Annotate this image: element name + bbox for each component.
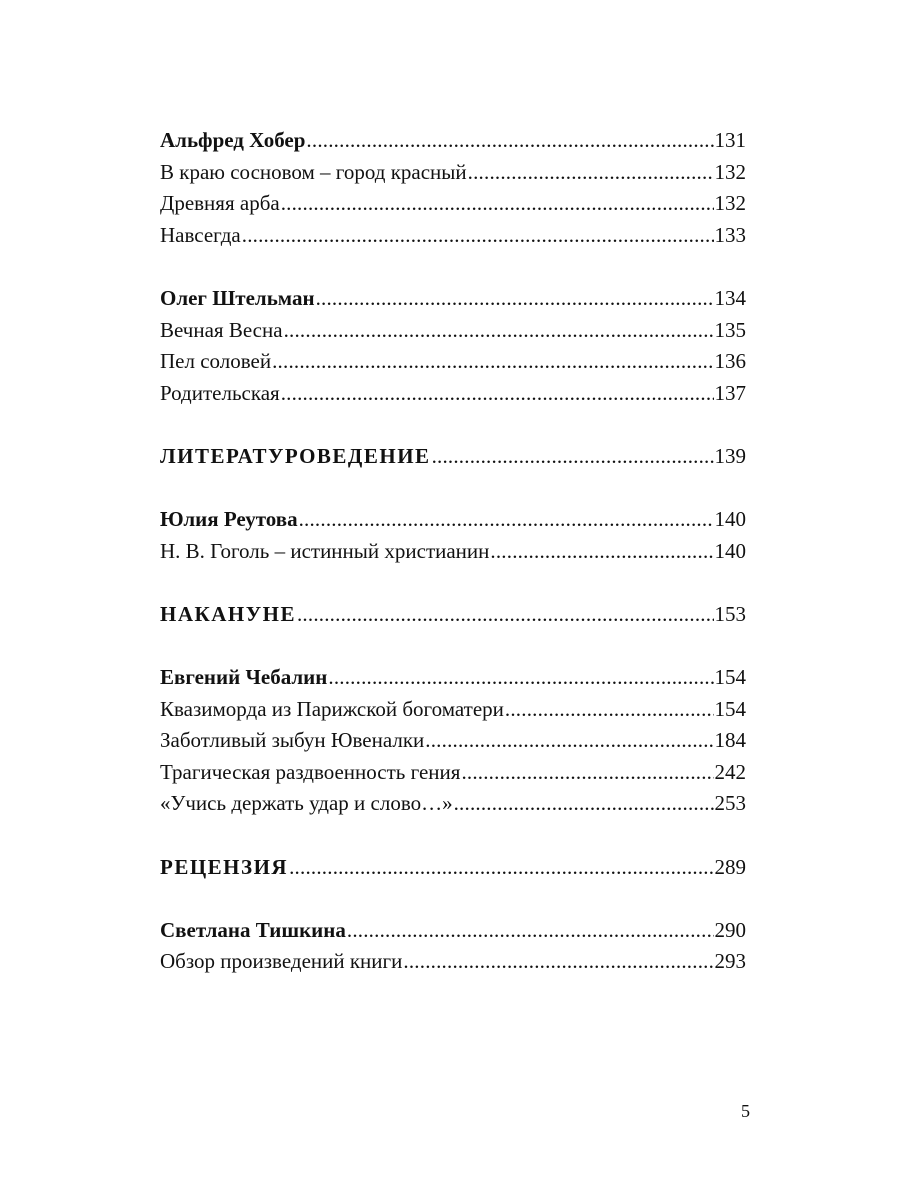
toc-dot-leader: [461, 757, 713, 789]
toc-item-row: [160, 725, 746, 757]
toc-entry-title: Родительская: [160, 380, 280, 405]
toc-entry-page: 154: [714, 696, 746, 721]
toc-entry-title: РЕЦЕНЗИЯ: [160, 854, 289, 879]
toc-entry-title: Пел соловей: [160, 349, 272, 374]
toc-item-row: [160, 378, 746, 410]
toc-entry-page: 132: [714, 191, 746, 216]
toc-item-row: [160, 220, 746, 252]
toc-dot-leader: [289, 852, 713, 884]
toc-section-row: [160, 441, 746, 473]
toc-author-row: [160, 662, 746, 694]
toc-entry-page: 242: [714, 759, 746, 784]
toc-entry-title: Квазиморда из Парижской богоматери: [160, 696, 504, 721]
toc-entry-page: 154: [714, 665, 746, 690]
toc-dot-leader: [490, 536, 713, 568]
toc-entry-title: Альфред Хобер: [160, 128, 306, 152]
toc-author-row: [160, 915, 746, 947]
toc-item-row: [160, 946, 746, 978]
toc-author-row: [160, 283, 746, 315]
toc-entry-page: 293: [714, 949, 746, 974]
toc-entry-page: 140: [714, 507, 746, 532]
toc-entry-title: «Учись держать удар и слово…»: [160, 791, 453, 816]
toc-entry-page: 153: [714, 601, 746, 626]
toc-dot-leader: [328, 662, 713, 694]
toc-item-row: [160, 157, 746, 189]
toc-dot-leader: [306, 125, 713, 157]
toc-dot-leader: [272, 346, 713, 378]
toc-item-row: [160, 315, 746, 347]
toc-entry-title: Евгений Чебалин: [160, 665, 328, 690]
toc-entry-page: 136: [714, 349, 746, 374]
toc-dot-leader: [284, 315, 714, 347]
toc-spacer: [160, 409, 746, 441]
toc-entry-page: 290: [714, 917, 746, 942]
toc-entry-title: Юлия Реутова: [160, 507, 298, 532]
toc-entry-title: Трагическая раздвоенность гения: [160, 759, 461, 784]
toc-dot-leader: [425, 725, 713, 757]
toc-entry-page: 253: [714, 791, 746, 816]
table-of-contents: [160, 125, 746, 978]
page-number: 5: [741, 1101, 750, 1121]
toc-item-row: [160, 694, 746, 726]
toc-section-row: [160, 852, 746, 884]
toc-spacer: [160, 820, 746, 852]
toc-dot-leader: [347, 915, 714, 947]
toc-dot-leader: [403, 946, 713, 978]
toc-item-row: [160, 757, 746, 789]
toc-dot-leader: [468, 157, 714, 189]
toc-dot-leader: [281, 188, 714, 220]
toc-entry-page: 137: [714, 380, 746, 405]
toc-spacer: [160, 567, 746, 599]
toc-entry-title: В краю сосновом – город красный: [160, 159, 467, 184]
toc-entry-title: ЛИТЕРАТУРОВЕДЕНИЕ: [160, 443, 431, 468]
toc-dot-leader: [242, 220, 714, 252]
toc-spacer: [160, 251, 746, 283]
toc-entry-page: 132: [714, 159, 746, 184]
toc-dot-leader: [299, 504, 714, 536]
toc-item-row: [160, 536, 746, 568]
toc-entry-title: НАКАНУНЕ: [160, 601, 296, 626]
toc-entry-page: 139: [714, 443, 746, 468]
toc-entry-page: 131: [714, 128, 746, 152]
toc-dot-leader: [297, 599, 714, 631]
toc-author-row: [160, 125, 746, 157]
toc-item-row: [160, 788, 746, 820]
toc-item-row: [160, 346, 746, 378]
toc-dot-leader: [432, 441, 714, 473]
toc-entry-title: Заботливый зыбун Ювеналки: [160, 728, 425, 753]
toc-section-row: [160, 599, 746, 631]
toc-entry-page: 289: [714, 854, 746, 879]
toc-entry-title: Светлана Тишкина: [160, 917, 346, 942]
toc-spacer: [160, 631, 746, 663]
toc-entry-page: 134: [714, 285, 746, 310]
toc-entry-page: 133: [714, 222, 746, 247]
toc-dot-leader: [281, 378, 714, 410]
toc-item-row: [160, 188, 746, 220]
toc-author-row: [160, 504, 746, 536]
toc-entry-title: Олег Штельман: [160, 285, 315, 310]
toc-spacer: [160, 883, 746, 915]
toc-dot-leader: [505, 694, 714, 726]
toc-entry-title: Н. В. Гоголь – истинный христианин: [160, 538, 490, 563]
toc-dot-leader: [316, 283, 714, 315]
toc-entry-page: 184: [714, 728, 746, 753]
toc-entry-page: 140: [714, 538, 746, 563]
toc-entry-title: Вечная Весна: [160, 317, 283, 342]
toc-entry-title: Навсегда: [160, 222, 241, 247]
toc-dot-leader: [454, 788, 714, 820]
toc-entry-page: 135: [714, 317, 746, 342]
toc-entry-title: Древняя арба: [160, 191, 280, 216]
toc-entry-title: Обзор произведений книги: [160, 949, 403, 974]
toc-spacer: [160, 473, 746, 505]
